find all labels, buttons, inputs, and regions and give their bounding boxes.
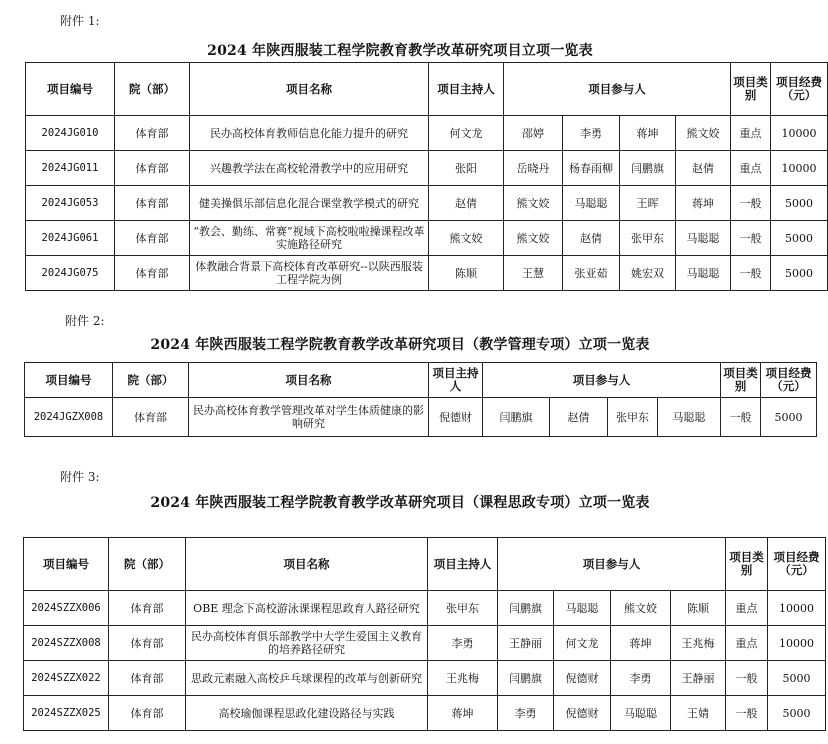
project-table-1 bbox=[25, 62, 828, 291]
project-name: OBE 理念下高校游泳课课程思政育人路径研究 bbox=[186, 591, 428, 626]
participant: 王晖 bbox=[620, 186, 676, 221]
header-type: 项目类别 bbox=[726, 538, 768, 591]
project-name: 民办高校体育教师信息化能力提升的研究 bbox=[190, 116, 429, 151]
participant: 熊文姣 bbox=[611, 591, 671, 626]
department: 体育部 bbox=[109, 696, 186, 731]
participant: 杨春雨柳 bbox=[563, 151, 620, 186]
participant: 张亚茹 bbox=[563, 256, 620, 291]
project-name: 民办高校体育教学管理改革对学生体质健康的影响研究 bbox=[189, 398, 429, 437]
header-name: 项目名称 bbox=[190, 63, 429, 116]
department: 体育部 bbox=[115, 221, 190, 256]
participant: 马聪聪 bbox=[611, 696, 671, 731]
header-host: 项目主持人 bbox=[428, 538, 498, 591]
participant: 蒋坤 bbox=[620, 116, 676, 151]
participant: 闫鹏旗 bbox=[498, 661, 554, 696]
participant: 闫鹏旗 bbox=[483, 398, 550, 437]
department: 体育部 bbox=[109, 661, 186, 696]
project-type: 一般 bbox=[731, 256, 771, 291]
participant: 熊文姣 bbox=[504, 221, 563, 256]
header-code: 项目编号 bbox=[25, 363, 113, 398]
project-name: 健美操俱乐部信息化混合课堂教学模式的研究 bbox=[190, 186, 429, 221]
participant: 熊文姣 bbox=[676, 116, 731, 151]
table-1-title: 2024 年陕西服装工程学院教育教学改革研究项目立项一览表 bbox=[207, 43, 593, 59]
project-host: 倪德财 bbox=[429, 398, 483, 437]
project-type: 一般 bbox=[731, 221, 771, 256]
participant: 何文龙 bbox=[554, 626, 611, 661]
participant: 蒋坤 bbox=[611, 626, 671, 661]
project-code: 2024JG075 bbox=[26, 256, 115, 291]
project-name: 高校瑜伽课程思政化建设路径与实践 bbox=[186, 696, 428, 731]
participant: 马聪聪 bbox=[676, 221, 731, 256]
project-code: 2024SZZX022 bbox=[24, 661, 109, 696]
table-row bbox=[24, 696, 826, 731]
project-fund: 5000 bbox=[768, 661, 826, 696]
table-row bbox=[26, 221, 828, 256]
participant: 姚宏双 bbox=[620, 256, 676, 291]
participant: 陈顺 bbox=[671, 591, 726, 626]
header-code: 项目编号 bbox=[24, 538, 109, 591]
project-fund: 5000 bbox=[768, 696, 826, 731]
participant: 赵倩 bbox=[550, 398, 608, 437]
project-type: 重点 bbox=[726, 626, 768, 661]
attachment-3-label: 附件 3: bbox=[60, 470, 100, 484]
project-code: 2024JG011 bbox=[26, 151, 115, 186]
header-type: 项目类别 bbox=[731, 63, 771, 116]
table-row bbox=[26, 151, 828, 186]
header-type: 项目类别 bbox=[721, 363, 761, 398]
header-fund: 项目经费（元） bbox=[761, 363, 817, 398]
header-host: 项目主持人 bbox=[429, 363, 483, 398]
project-fund: 5000 bbox=[771, 256, 828, 291]
header-fund: 项目经费（元） bbox=[771, 63, 828, 116]
project-code: 2024JGZX008 bbox=[25, 398, 113, 437]
participant: 马聪聪 bbox=[554, 591, 611, 626]
project-type: 一般 bbox=[721, 398, 761, 437]
participant: 马聪聪 bbox=[676, 256, 731, 291]
participant: 马聪聪 bbox=[658, 398, 721, 437]
participant: 李勇 bbox=[498, 696, 554, 731]
project-table-3 bbox=[23, 537, 826, 731]
project-host: 王兆梅 bbox=[428, 661, 498, 696]
participant: 闫鹏旗 bbox=[620, 151, 676, 186]
project-host: 李勇 bbox=[428, 626, 498, 661]
project-fund: 5000 bbox=[761, 398, 817, 437]
project-type: 重点 bbox=[726, 591, 768, 626]
table-2-title: 2024 年陕西服装工程学院教育教学改革研究项目（教学管理专项）立项一览表 bbox=[150, 337, 650, 353]
department: 体育部 bbox=[115, 116, 190, 151]
project-host: 何文龙 bbox=[429, 116, 504, 151]
project-host: 陈顺 bbox=[429, 256, 504, 291]
participant: 闫鹏旗 bbox=[498, 591, 554, 626]
project-fund: 10000 bbox=[771, 151, 828, 186]
table-row bbox=[25, 398, 817, 437]
project-code: 2024SZZX008 bbox=[24, 626, 109, 661]
department: 体育部 bbox=[115, 256, 190, 291]
header-members: 项目参与人 bbox=[498, 538, 726, 591]
table-row bbox=[26, 116, 828, 151]
participant: 马聪聪 bbox=[563, 186, 620, 221]
department: 体育部 bbox=[115, 186, 190, 221]
department: 体育部 bbox=[113, 398, 189, 437]
table-header-row bbox=[25, 363, 817, 398]
project-fund: 10000 bbox=[768, 626, 826, 661]
department: 体育部 bbox=[109, 591, 186, 626]
project-table-2 bbox=[24, 362, 817, 437]
header-fund: 项目经费（元） bbox=[768, 538, 826, 591]
header-name: 项目名称 bbox=[189, 363, 429, 398]
table-row bbox=[24, 661, 826, 696]
header-name: 项目名称 bbox=[186, 538, 428, 591]
table-row bbox=[24, 591, 826, 626]
project-fund: 10000 bbox=[771, 116, 828, 151]
project-name: 民办高校体育俱乐部教学中大学生爱国主义教育的培养路径研究 bbox=[186, 626, 428, 661]
participant: 李勇 bbox=[563, 116, 620, 151]
participant: 张甲东 bbox=[620, 221, 676, 256]
project-code: 2024JG053 bbox=[26, 186, 115, 221]
header-dept: 院（部） bbox=[109, 538, 186, 591]
header-code: 项目编号 bbox=[26, 63, 115, 116]
header-members: 项目参与人 bbox=[483, 363, 721, 398]
participant: 岳晓丹 bbox=[504, 151, 563, 186]
project-host: 熊文姣 bbox=[429, 221, 504, 256]
project-fund: 5000 bbox=[771, 186, 828, 221]
project-name: “教会、勤练、常赛”视域下高校啦啦操课程改革实施路径研究 bbox=[190, 221, 429, 256]
project-fund: 10000 bbox=[768, 591, 826, 626]
header-dept: 院（部） bbox=[113, 363, 189, 398]
table-row bbox=[26, 256, 828, 291]
participant: 王慧 bbox=[504, 256, 563, 291]
project-fund: 5000 bbox=[771, 221, 828, 256]
participant: 赵倩 bbox=[676, 151, 731, 186]
project-host: 张阳 bbox=[429, 151, 504, 186]
participant: 王静丽 bbox=[498, 626, 554, 661]
project-type: 一般 bbox=[731, 186, 771, 221]
project-host: 蒋坤 bbox=[428, 696, 498, 731]
department: 体育部 bbox=[109, 626, 186, 661]
project-code: 2024SZZX025 bbox=[24, 696, 109, 731]
attachment-1-label: 附件 1: bbox=[60, 14, 100, 28]
project-type: 重点 bbox=[731, 116, 771, 151]
participant: 赵倩 bbox=[563, 221, 620, 256]
project-type: 一般 bbox=[726, 696, 768, 731]
table-row bbox=[26, 186, 828, 221]
table-header-row bbox=[26, 63, 828, 116]
participant: 熊文姣 bbox=[504, 186, 563, 221]
project-name: 思政元素融入高校乒乓球课程的改革与创新研究 bbox=[186, 661, 428, 696]
participant: 王静丽 bbox=[671, 661, 726, 696]
table-header-row bbox=[24, 538, 826, 591]
participant: 邵婷 bbox=[504, 116, 563, 151]
participant: 倪德财 bbox=[554, 696, 611, 731]
table-row bbox=[24, 626, 826, 661]
project-name: 兴趣教学法在高校轮滑教学中的应用研究 bbox=[190, 151, 429, 186]
header-host: 项目主持人 bbox=[429, 63, 504, 116]
project-code: 2024JG010 bbox=[26, 116, 115, 151]
project-code: 2024JG061 bbox=[26, 221, 115, 256]
project-name: 体教融合背景下高校体育改革研究--以陕西服装工程学院为例 bbox=[190, 256, 429, 291]
project-host: 张甲东 bbox=[428, 591, 498, 626]
project-type: 一般 bbox=[726, 661, 768, 696]
participant: 张甲东 bbox=[608, 398, 658, 437]
participant: 李勇 bbox=[611, 661, 671, 696]
table-3-title: 2024 年陕西服装工程学院教育教学改革研究项目（课程思政专项）立项一览表 bbox=[150, 495, 650, 511]
header-dept: 院（部） bbox=[115, 63, 190, 116]
participant: 王兆梅 bbox=[671, 626, 726, 661]
project-type: 重点 bbox=[731, 151, 771, 186]
header-members: 项目参与人 bbox=[504, 63, 731, 116]
participant: 倪德财 bbox=[554, 661, 611, 696]
participant: 蒋坤 bbox=[676, 186, 731, 221]
participant: 王婧 bbox=[671, 696, 726, 731]
project-code: 2024SZZX006 bbox=[24, 591, 109, 626]
department: 体育部 bbox=[115, 151, 190, 186]
project-host: 赵倩 bbox=[429, 186, 504, 221]
attachment-2-label: 附件 2: bbox=[65, 314, 105, 328]
